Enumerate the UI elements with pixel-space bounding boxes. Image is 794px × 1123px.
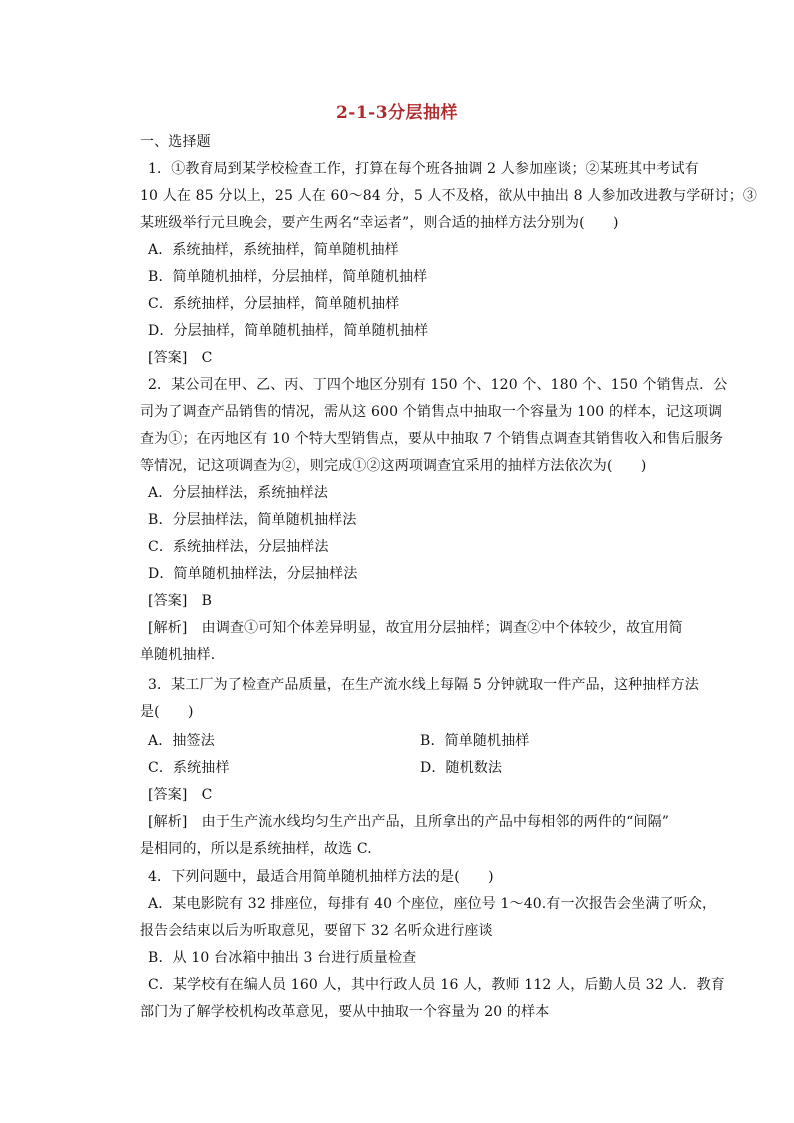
page-title: 2-1-3分层抽样 [335,103,459,123]
section-heading: 一、选择题 [140,134,211,150]
q2-option-d: D．简单随机抽样法，分层抽样法 [148,566,358,582]
q4-stem-line-1: 4．下列问题中，最适合用简单随机抽样方法的是( ) [148,869,494,885]
q1-option-a: A．系统抽样，系统抽样，简单随机抽样 [148,242,399,258]
q1-stem-line-3: 某班级举行元旦晚会，要产生两名“幸运者”，则合适的抽样方法分别为( ) [140,215,619,231]
q1-option-b: B．简单随机抽样，分层抽样，简单随机抽样 [148,269,428,285]
q2-stem-line-2: 司为了调查产品销售的情况，需从这 600 个销售点中抽取一个容量为 100 的样本，记这项调 [140,404,723,420]
q3-option-d: D．随机数法 [420,760,503,776]
q1-option-c: C．系统抽样，分层抽样，简单随机抽样 [148,296,400,312]
q3-option-c: C．系统抽样 [148,760,230,776]
q2-stem-line-1: 2．某公司在甲、乙、丙、丁四个地区分别有 150 个、120 个、180 个、150 个销售点．公 [148,377,728,393]
q2-analysis-line-2: 单随机抽样． [140,647,225,663]
q3-analysis-line-2: 是相同的，所以是系统抽样，故选 C. [140,841,372,857]
q3-option-a: A．抽签法 [148,733,215,749]
q3-stem-line-1: 3．某工厂为了检查产品质量，在生产流水线上每隔 5 分钟就取一件产品，这种抽样方法 [148,677,699,693]
q3-option-b: B．简单随机抽样 [420,733,530,749]
q1-answer: [答案] C [148,350,213,366]
q4-option-b: B．从 10 台冰箱中抽出 3 台进行质量检查 [148,950,417,966]
q1-option-d: D．分层抽样，简单随机抽样，简单随机抽样 [148,323,429,339]
q1-stem-line-1: 1．①教育局到某学校检查工作，打算在每个班各抽调 2 人参加座谈；②某班其中考试有 [148,161,699,177]
q4-option-a-line-2: 报告会结束以后为听取意见，要留下 32 名听众进行座谈 [140,923,493,939]
q1-stem-line-2: 10 人在 85 分以上，25 人在 60～84 分，5 人不及格，欲从中抽出 8 人参加改进教与学研讨；③ [140,188,758,204]
q2-option-a: A．分层抽样法，系统抽样法 [148,485,329,501]
q2-answer: [答案] B [148,593,213,609]
q3-answer: [答案] C [148,787,213,803]
q4-option-a-line-1: A．某电影院有 32 排座位，每排有 40 个座位，座位号 1～40.有一次报告会坐满了听众， [148,896,717,912]
q2-option-c: C．系统抽样法，分层抽样法 [148,539,329,555]
q3-stem-line-2: 是( ) [140,704,194,720]
q2-option-b: B．分层抽样法，简单随机抽样法 [148,512,357,528]
q2-analysis-line-1: [解析] 由调查①可知个体差异明显，故宜用分层抽样；调查②中个体较少，故宜用简 [148,620,683,636]
q4-option-c-line-2: 部门为了解学校机构改革意见，要从中抽取一个容量为 20 的样本 [140,1004,550,1020]
q4-option-c-line-1: C．某学校有在编人员 160 人，其中行政人员 16 人，教师 112 人，后勤人员 32 人．教育 [148,977,725,993]
q3-analysis-line-1: [解析] 由于生产流水线均匀生产出产品，且所拿出的产品中每相邻的两件的“间隔” [148,814,670,830]
q2-stem-line-3: 查为①；在丙地区有 10 个特大型销售点，要从中抽取 7 个销售点调查其销售收入和售后服务 [140,431,724,447]
q2-stem-line-4: 等情况，记这项调查为②，则完成①②这两项调查宜采用的抽样方法依次为( ) [140,458,647,474]
